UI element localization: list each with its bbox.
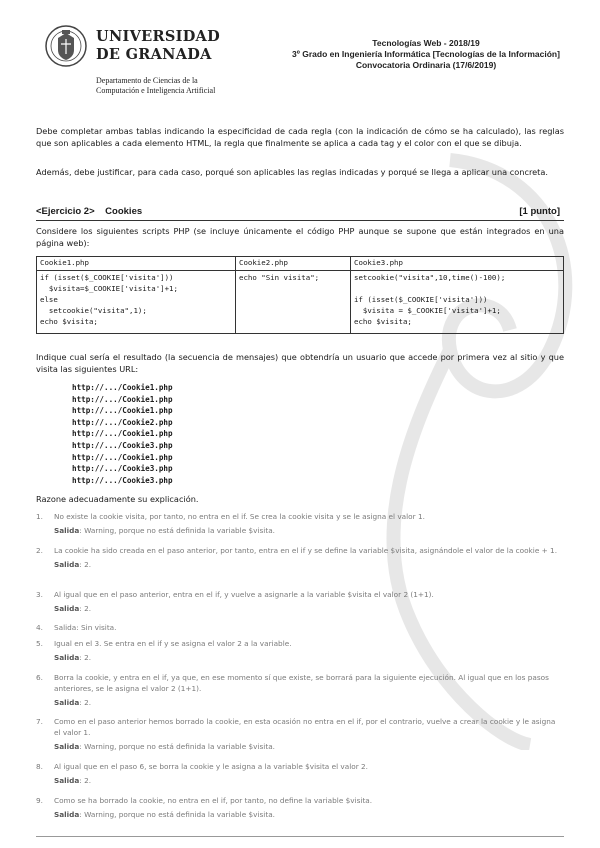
exercise-title: <Ejercicio 2> Cookies — [36, 206, 143, 217]
course-info — [256, 38, 596, 71]
code-header-cookie1: Cookie1.php — [37, 257, 236, 271]
answer-output — [54, 652, 564, 663]
answer-number: 4. — [36, 623, 43, 632]
answer-number: 7. — [36, 717, 43, 726]
output-value: : 2. — [79, 604, 92, 613]
answer-output — [54, 809, 564, 820]
output-value: : Warning, porque no está definida la variable $visita. — [79, 810, 275, 819]
exercise-points: [1 punto] — [519, 206, 560, 217]
answer-text: Borra la cookie, y entra en el if, ya que, en ese momento sí que existe, se borrará para la siguiente ejecución. Al igual que en los pasos anteriores, se le asigna el valor 2 (1+1). — [54, 673, 549, 693]
answer-output — [54, 603, 564, 614]
answer-item — [36, 545, 564, 570]
url-item: http://.../Cookie2.php — [72, 417, 173, 427]
answer-number: 6. — [36, 673, 43, 682]
answer-text: La cookie ha sido creada en el paso anterior, por tanto, entra en el if y se define la variable $visita, asignándole el valor de la cookie + 1. — [54, 546, 558, 555]
explain-instruction: Razone adecuadamente su explicación. — [36, 494, 199, 504]
php-code-table — [36, 256, 564, 334]
output-label: Salida — [54, 698, 80, 707]
university-seal-icon — [44, 24, 88, 68]
code-cookie1: if (isset($_COOKIE['visita'])) $visita=$_COOKIE['visita']+1; else setcookie("visita",1); echo $visita; — [37, 271, 236, 334]
answer-text: Igual en el 3. Se entra en el if y se asigna el valor 2 a la variable. — [54, 639, 292, 648]
answer-item — [36, 672, 564, 708]
intro-paragraph-2: Además, debe justificar, para cada caso, porqué son aplicables las reglas indicadas y porqué se llega a aplicar una concreta. — [36, 167, 549, 177]
url-item: http://.../Cookie3.php — [72, 475, 173, 485]
output-value: : 2. — [79, 560, 92, 569]
url-item: http://.../Cookie1.php — [72, 429, 173, 439]
answer-output — [54, 525, 564, 536]
answer-item — [36, 716, 564, 752]
url-list — [72, 382, 173, 486]
answer-number: 3. — [36, 590, 43, 599]
code-cookie2: echo "Sin visita"; — [236, 271, 351, 334]
output-label: Salida — [54, 604, 80, 613]
answer-output — [54, 741, 564, 752]
output-label: Salida — [54, 776, 80, 785]
answer-number: 2. — [36, 546, 43, 555]
footer-divider — [36, 836, 564, 837]
output-value: : Warning, porque no está definida la variable $visita. — [79, 742, 275, 751]
answer-text: No existe la cookie visita, por tanto, no entra en el if. Se crea la cookie visita y se le asigna el valor 1. — [54, 512, 425, 521]
answer-item — [36, 761, 564, 786]
code-table-body-row — [37, 271, 564, 334]
department-line2: Computación e Inteligencia Artificial — [96, 86, 216, 95]
output-label: Salida — [54, 810, 80, 819]
answer-text: Al igual que en el paso anterior, entra en el if, y vuelve a asignarle a la variable $visita el valor 2 (1+1). — [54, 590, 434, 599]
url-item: http://.../Cookie1.php — [72, 452, 173, 462]
output-label: Salida — [54, 742, 80, 751]
page-header — [44, 24, 564, 96]
answer-item — [36, 638, 564, 663]
url-item: http://.../Cookie3.php — [72, 464, 173, 474]
intro-paragraph-1: Debe completar ambas tablas indicando la especificidad de cada regla (con la indicación de cómo se ha calculado), las reglas que son aplicables a cada elemento HTML, la regla que finalmente se aplica a cada tag y el color con el que se dibuja. — [36, 126, 564, 148]
answer-output — [54, 775, 564, 786]
degree-title: 3º Grado en Ingeniería Informática [Tecnologías de la Información] — [292, 49, 560, 59]
code-table-header-row — [37, 257, 564, 271]
answer-text: Al igual que en el paso 6, se borra la cookie y le asigna a la variable $visita el valor 2. — [54, 762, 368, 771]
code-header-cookie2: Cookie2.php — [236, 257, 351, 271]
output-label: Salida — [54, 653, 80, 662]
answer-text: Como se ha borrado la cookie, no entra en el if, por tanto, no define la variable $visita. — [54, 796, 373, 805]
answer-number: 8. — [36, 762, 43, 771]
answer-number: 9. — [36, 796, 43, 805]
course-title: Tecnologías Web - 2018/19 — [372, 38, 480, 48]
answer-item — [36, 795, 564, 820]
answer-output — [54, 559, 564, 570]
output-value: : 2. — [79, 653, 92, 662]
url-item: http://.../Cookie1.php — [72, 406, 173, 416]
url-item: http://.../Cookie3.php — [72, 440, 173, 450]
answer-output — [54, 697, 564, 708]
output-value: : Warning, porque no está definida la variable $visita. — [79, 526, 275, 535]
url-item: http://.../Cookie1.php — [72, 394, 173, 404]
answer-item — [36, 511, 564, 536]
output-label: Salida — [54, 560, 80, 569]
output-label: Salida — [54, 526, 80, 535]
output-value: : 2. — [79, 698, 92, 707]
answer-item — [36, 589, 564, 614]
answer-item — [36, 622, 564, 633]
question-text: Indique cual sería el resultado (la secuencia de mensajes) que obtendría un usuario que accede por primera vez al sitio y que visita las siguientes URL: — [36, 352, 564, 374]
output-value: : 2. — [79, 776, 92, 785]
exam-session: Convocatoria Ordinaria (17/6/2019) — [355, 60, 497, 70]
url-item: http://.../Cookie1.php — [72, 383, 173, 392]
university-name-line1: UNIVERSIDAD — [96, 28, 220, 45]
answer-number: 1. — [36, 512, 43, 521]
exercise-statement: Considere los siguientes scripts PHP (se incluye únicamente el código PHP aunque se supone que están integrados en una página web): — [36, 226, 564, 248]
answer-text: Salida: Sin visita. — [54, 623, 117, 632]
code-cookie3: setcookie("visita",10,time()-100); if (isset($_COOKIE['visita'])) $visita = $_COOKIE['visita']+1; echo $visita; — [351, 271, 564, 334]
answer-text: Como en el paso anterior hemos borrado la cookie, en esta ocasión no entra en el if, por el contrario, vuelve a crear la cookie y le asigna el valor 1. — [54, 717, 556, 737]
university-name-line2: DE GRANADA — [96, 46, 212, 63]
answer-number: 5. — [36, 639, 43, 648]
code-header-cookie3: Cookie3.php — [351, 257, 564, 271]
exercise-heading — [36, 206, 564, 218]
department-line1: Departamento de Ciencias de la — [96, 76, 198, 85]
exercise-divider — [36, 220, 564, 221]
